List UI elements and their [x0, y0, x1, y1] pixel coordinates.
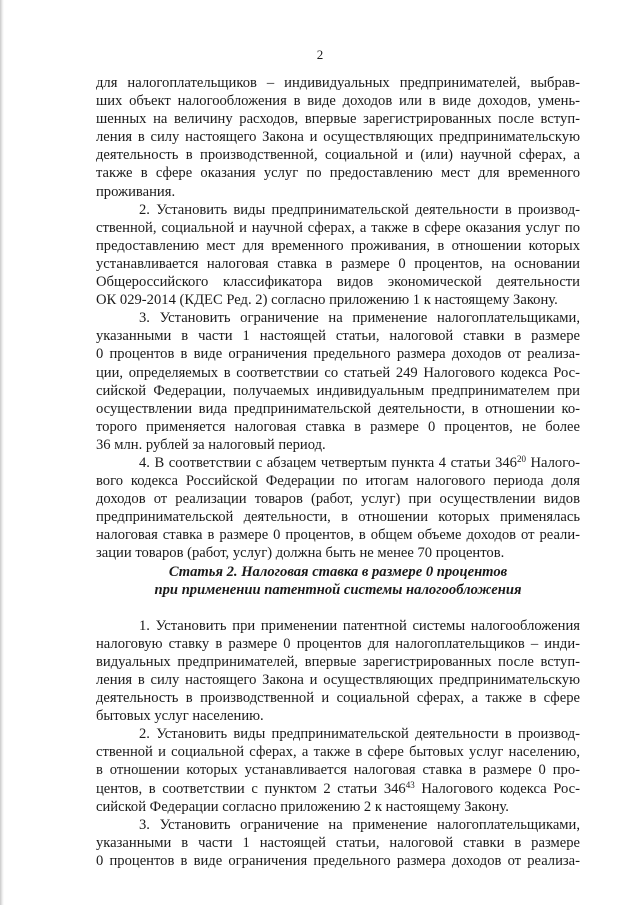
- paragraph-line: деятельность в производственной и социальной сферах, а также в сфере: [96, 690, 580, 707]
- superscript: 20: [516, 453, 526, 464]
- paragraph-line: сийской Федерации согласно приложению 2 к настоящему Закону.: [96, 798, 509, 815]
- paragraph-line: 0 процентов в виде ограничения предельного размера доходов от реализа-: [96, 346, 580, 363]
- text-run: Налогового кодекса Рос-: [414, 780, 580, 797]
- paragraph-line: налоговую ставку в размере 0 процентов для налогоплательщиков – инди-: [96, 635, 580, 652]
- paragraph-line: указанными в части 1 настоящей статьи, налоговой ставки в размере: [96, 328, 580, 345]
- paragraph-line: в отношении которых устанавливается налоговая ставка в размере 0 про-: [96, 762, 580, 779]
- paragraph-line: [96, 454, 580, 472]
- spacer: [96, 599, 580, 617]
- paragraph-line: осуществлении вида предпринимательской деятельности, в отношении ко-: [96, 400, 580, 417]
- paragraph-line: Общероссийского классификатора видов экономической деятельности: [96, 274, 580, 291]
- paragraph-line: ственной, социальной и научной сферах, а также в сфере оказания услуг по: [96, 219, 580, 236]
- paragraph-line: также в сфере оказания услуг по предоставлению мест для временного: [96, 165, 580, 182]
- scan-edge: [0, 0, 4, 905]
- paragraph-line: предоставлению мест для временного проживания, в отношении которых: [96, 237, 580, 254]
- article-title: Статья 2. Налоговая ставка в размере 0 процентов: [168, 563, 508, 580]
- paragraph-line: ОК 029-2014 (КДЕС Ред. 2) согласно приложению 1 к настоящему Закону.: [96, 292, 558, 309]
- paragraph-line: ления в силу настоящего Закона и осуществляющих предпринимательскую: [96, 672, 580, 688]
- text-run: 4. В соответствии с абзацем четвертым пункта 4 статьи 346: [139, 454, 517, 471]
- paragraph-line: устанавливается налоговая ставка в размере 0 процентов, на основании: [96, 255, 580, 272]
- paragraph-line: для налогоплательщиков – индивидуальных предпринимателей, выбрав-: [96, 75, 580, 91]
- paragraph-line: сийской Федерации, получаемых индивидуальным предпринимателем при: [96, 382, 580, 399]
- paragraph-line: 36 млн. рублей за налоговый период.: [96, 436, 326, 453]
- paragraph-line: 0 процентов в виде ограничения предельного размера доходов от реализа-: [96, 852, 580, 869]
- paragraph-line: видуальных предпринимателей, впервые зарегистрированных после вступ-: [96, 653, 580, 670]
- paragraph-line: ших объект налогообложения в виде доходов или в виде доходов, умень-: [96, 93, 580, 110]
- paragraph-line: указанными в части 1 настоящей статьи, налоговой ставки в размере: [96, 834, 580, 851]
- paragraph-line: налоговая ставка в размере 0 процентов, в общем объеме доходов от реали-: [96, 527, 580, 544]
- paragraph-line: ственной и социальной сферах, а также в сфере бытовых услуг населению,: [96, 744, 580, 761]
- superscript: 43: [405, 779, 415, 790]
- paragraph-line: шенных на величину расходов, впервые зарегистрированных после вступ-: [96, 111, 580, 128]
- paragraph-line: деятельность в производственной, социальной и (или) научной сферах, а: [96, 147, 580, 164]
- paragraph-line: проживания.: [96, 183, 176, 200]
- text-run: Налого-: [525, 454, 580, 471]
- paragraph-line: ления в силу настоящего Закона и осуществляющих предпринимательскую: [96, 129, 580, 146]
- paragraph-line: торого применяется налоговая ставка в размере 0 процентов, не более: [96, 418, 580, 435]
- document-body: [96, 74, 580, 870]
- paragraph-line: [96, 780, 580, 798]
- paragraph-line: предпринимательской деятельности, в отношении которых применялась: [96, 509, 580, 526]
- paragraph-line: 1. Установить при применении патентной системы налогообложения: [139, 617, 580, 634]
- paragraph-line: 3. Установить ограничение на применение налогоплательщиками,: [139, 310, 580, 327]
- text-run: центов, в соответствии с пунктом 2 статьи 346: [96, 780, 406, 797]
- article-title: при применении патентной системы налогообложения: [154, 581, 522, 598]
- paragraph-line: вого кодекса Российской Федерации по итогам налогового периода доля: [96, 473, 580, 490]
- paragraph-line: зации товаров (работ, услуг) должна быть не менее 70 процентов.: [96, 545, 505, 562]
- paragraph-line: бытовых услуг населению.: [96, 708, 264, 725]
- page-number: 2: [316, 47, 324, 62]
- paragraph-line: доходов от реализации товаров (работ, услуг) при осуществлении видов: [96, 491, 580, 508]
- paragraph-line: ции, определяемых в соответствии со статьей 249 Налогового кодекса Рос-: [96, 364, 580, 381]
- paragraph-line: 3. Установить ограничение на применение налогоплательщиками,: [139, 816, 580, 833]
- paragraph-line: 2. Установить виды предпринимательской деятельности в производ-: [139, 726, 580, 743]
- paragraph-line: 2. Установить виды предпринимательской деятельности в производ-: [139, 201, 580, 218]
